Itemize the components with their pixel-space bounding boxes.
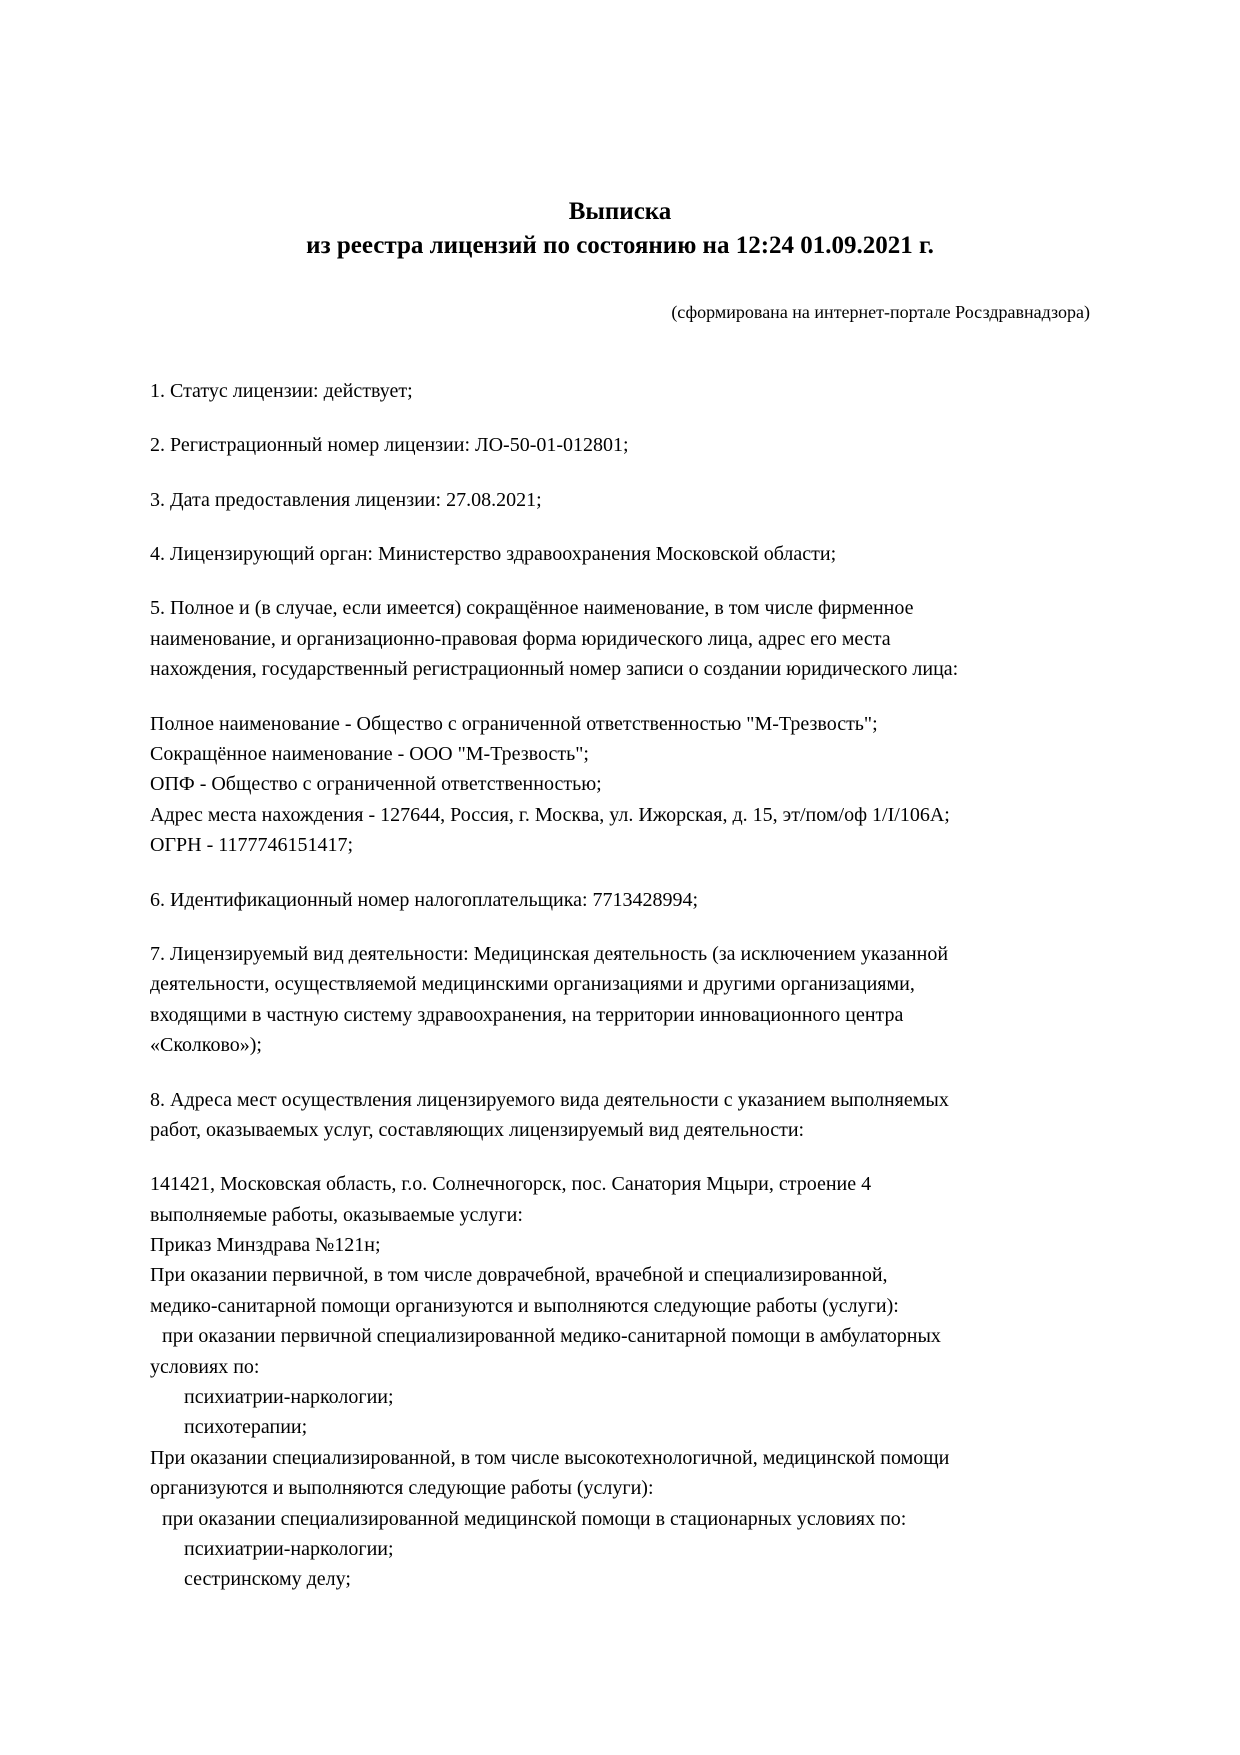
entity-legal-form: ОПФ - Общество с ограниченной ответственностью; (150, 773, 602, 796)
item-registration-number: 2. Регистрационный номер лицензии: ЛО-50-01-012801; (150, 434, 629, 457)
specialized-care-line-2: организуются и выполняются следующие работы (услуги): (150, 1477, 654, 1500)
service-psychotherapy: психотерапии; (184, 1416, 308, 1439)
item5-line-1: 5. Полное и (в случае, если имеется) сокращённое наименование, в том числе фирменное (150, 597, 914, 620)
page-title (150, 195, 1090, 263)
inpatient-line-1: при оказании специализированной медицинской помощи в стационарных условиях по: (162, 1507, 907, 1530)
item5-line-3: нахождения, государственный регистрационный номер записи о создании юридического лица: (150, 658, 959, 681)
entity-ogrn: ОГРН - 1177746151417; (150, 834, 354, 857)
primary-care-line-1: При оказании первичной, в том числе доврачебной, врачебной и специализированной, (150, 1264, 888, 1287)
item8-line-2: работ, оказываемых услуг, составляющих лицензируемый вид деятельности: (150, 1118, 805, 1141)
primary-care-line-2: медико-санитарной помощи организуются и выполняются следующие работы (услуги): (150, 1294, 899, 1317)
address-services-block (150, 1169, 1090, 1594)
entity-full-name: Полное наименование - Общество с ограниченной ответственностью "М-Трезвость"; (150, 712, 878, 735)
item-inn: 6. Идентификационный номер налогоплательщика: 7713428994; (150, 888, 699, 911)
service-psychiatry-narcology-outpatient: психиатрии-наркологии; (184, 1386, 394, 1409)
service-psychiatry-narcology-inpatient: психиатрии-наркологии; (184, 1538, 394, 1560)
address-line: 141421, Московская область, г.о. Солнечногорск, пос. Санатория Мцыри, строение 4 (150, 1173, 872, 1196)
item8-line-1: 8. Адреса мест осуществления лицензируемого вида деятельности с указанием выполняемых (150, 1088, 949, 1111)
entity-details (150, 709, 1090, 861)
entity-address: Адрес места нахождения - 127644, Россия, г. Москва, ул. Ижорская, д. 15, эт/пом/оф 1/I/106А; (150, 803, 950, 826)
item-entity-names (150, 593, 1090, 684)
specialized-care-line-1: При оказании специализированной, в том числе высокотехнологичной, медицинской помощи (150, 1446, 950, 1469)
services-heading: выполняемые работы, оказываемые услуги: (150, 1203, 523, 1226)
item7-line-4: «Сколково»); (150, 1034, 262, 1057)
outpatient-line-2: условиях по: (150, 1355, 260, 1378)
item-licensing-authority: 4. Лицензирующий орган: Министерство здравоохранения Московской области; (150, 543, 837, 566)
item-activity-type (150, 939, 1090, 1061)
order-reference: Приказ Минздрава №121н; (150, 1234, 381, 1257)
item7-line-3: входящими в частную систему здравоохранения, на территории инновационного центра (150, 1003, 904, 1026)
item5-line-2: наименование, и организационно-правовая форма юридического лица, адрес его места (150, 627, 891, 650)
outpatient-line-1: при оказании первичной специализированной медико-санитарной помощи в амбулаторных (162, 1325, 941, 1348)
portal-note: (сформирована на интернет-портале Росздравнадзора) (671, 301, 1090, 322)
item7-line-2: деятельности, осуществляемой медицинскими организациями и другими организациями, (150, 973, 915, 996)
item-status: 1. Статус лицензии: действует; (150, 379, 413, 402)
item-addresses-heading (150, 1085, 1090, 1146)
item-issue-date: 3. Дата предоставления лицензии: 27.08.2021; (150, 488, 542, 511)
entity-short-name: Сокращённое наименование - ООО "М-Трезвость"; (150, 743, 589, 766)
item7-line-1: 7. Лицензируемый вид деятельности: Медицинская деятельность (за исключением указанной (150, 942, 949, 965)
title-line-2: из реестра лицензий по состоянию на 12:24 01.09.2021 г. (306, 231, 934, 259)
title-line-1: Выписка (568, 198, 672, 225)
service-nursing: сестринскому делу; (184, 1568, 351, 1591)
document-body (150, 376, 1090, 1595)
